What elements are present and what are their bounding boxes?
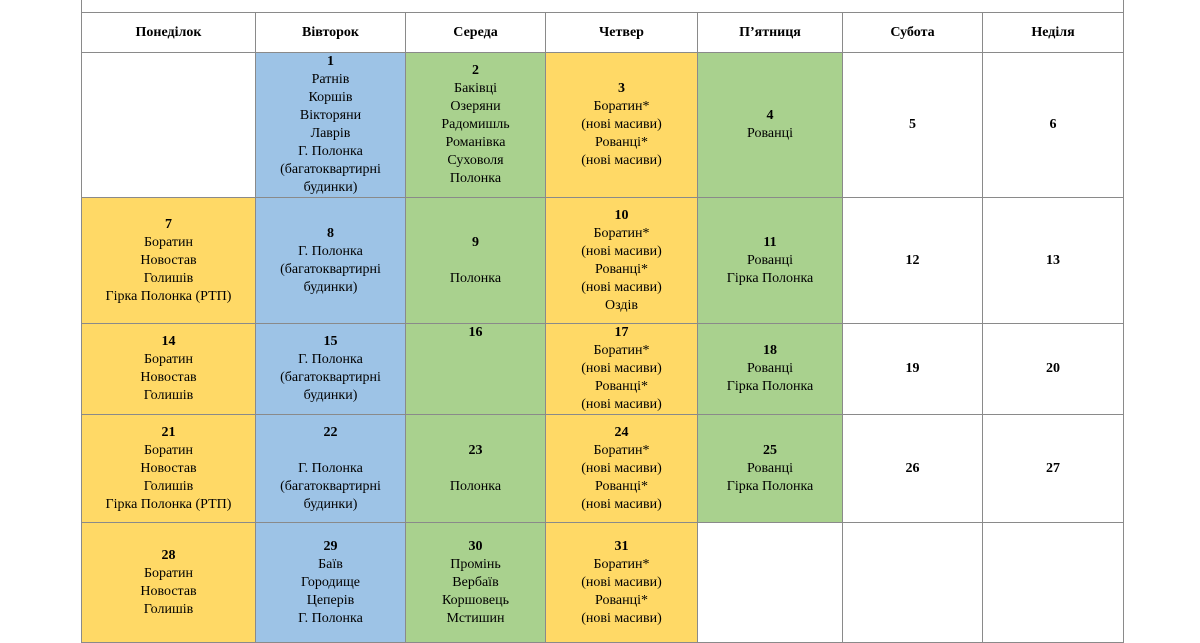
location-line: Гірка Полонка — [726, 478, 814, 494]
header-saturday: Субота — [843, 13, 983, 53]
day-cell — [256, 324, 406, 415]
day-number: 5 — [909, 117, 916, 132]
day-number: 2 — [472, 63, 479, 78]
location-line: Полонка — [449, 171, 502, 186]
location-line: Полонка — [449, 270, 502, 286]
day-number: 7 — [165, 216, 172, 232]
location-line: Г. Полонка — [298, 460, 363, 476]
location-line: (нові масиви) — [581, 153, 662, 168]
day-cell — [843, 53, 983, 198]
location-line: Промінь — [450, 556, 501, 572]
day-cell — [983, 53, 1124, 198]
location-line: Гірка Полонка (РТП) — [105, 288, 232, 304]
location-line: (багатоквартирні — [280, 370, 381, 385]
location-line: Лаврів — [310, 126, 351, 141]
location-line: (нові масиви) — [581, 610, 662, 626]
location-line: Боратин — [144, 234, 193, 250]
header-tuesday: Вівторок — [256, 13, 406, 53]
location-line: (нові масиви) — [581, 460, 662, 476]
location-line: Г. Полонка — [298, 144, 363, 159]
location-line: Рованці* — [595, 379, 648, 394]
schedule-calendar — [81, 12, 1124, 643]
location-line: (нові масиви) — [581, 243, 662, 259]
location-line: Боратин* — [593, 99, 650, 114]
day-number: 6 — [1049, 117, 1057, 132]
location-line: (нові масиви) — [581, 496, 662, 512]
location-line: Баїв — [318, 556, 343, 572]
location-line: Радомишль — [441, 117, 510, 132]
day-cell — [698, 523, 843, 643]
location-line: Новостав — [140, 252, 197, 268]
day-number: 19 — [905, 361, 920, 376]
day-number: 22 — [323, 424, 338, 440]
week-row — [82, 415, 1124, 523]
location-line: Г. Полонка — [298, 352, 363, 367]
day-cell — [698, 198, 843, 324]
location-line: Озеряни — [450, 99, 501, 114]
week-row — [82, 198, 1124, 324]
day-cell — [82, 415, 256, 523]
location-line: Гірка Полонка (РТП) — [105, 496, 232, 512]
location-line: (нові масиви) — [581, 397, 662, 412]
day-cell — [698, 415, 843, 523]
day-cell — [256, 53, 406, 198]
day-cell — [546, 415, 698, 523]
spacer — [406, 252, 545, 270]
location-line: Коршовець — [441, 592, 510, 608]
location-line: Боратин* — [593, 225, 650, 241]
day-cell — [843, 415, 983, 523]
location-line: Гірка Полонка — [726, 270, 814, 286]
location-line: Романівка — [445, 135, 506, 150]
location-line: Голишів — [143, 478, 194, 494]
location-line: Гірка Полонка — [726, 379, 814, 394]
location-line: будинки) — [303, 180, 358, 195]
day-number: 18 — [763, 343, 777, 358]
spacer — [406, 460, 545, 478]
day-cell — [406, 198, 546, 324]
day-cell — [546, 198, 698, 324]
day-number: 31 — [614, 538, 629, 554]
day-number: 4 — [766, 108, 774, 123]
location-line: (нові масиви) — [581, 117, 662, 132]
location-line: Рованці — [747, 460, 793, 476]
location-line: Полонка — [449, 478, 502, 494]
day-number: 24 — [614, 424, 629, 440]
day-cell — [406, 415, 546, 523]
location-line: Боратин* — [593, 442, 650, 458]
weekday-header-row — [82, 13, 1124, 53]
day-cell — [546, 53, 698, 198]
location-line: Голишів — [143, 601, 194, 617]
day-number: 9 — [472, 234, 479, 250]
day-cell — [406, 523, 546, 643]
day-number: 30 — [468, 538, 483, 554]
location-line: Мстишин — [446, 610, 505, 626]
location-line: Голишів — [143, 388, 194, 403]
location-line: (нові масиви) — [581, 361, 662, 376]
day-cell — [983, 324, 1124, 415]
location-line: будинки) — [303, 388, 358, 403]
week-row — [82, 324, 1124, 415]
location-line: Ратнів — [311, 72, 350, 87]
location-line: будинки) — [303, 496, 358, 512]
calendar-body — [82, 53, 1124, 643]
location-line: Боратин* — [593, 556, 650, 572]
header-friday: П’ятниця — [698, 13, 843, 53]
day-number: 20 — [1046, 361, 1060, 376]
day-cell — [843, 324, 983, 415]
day-cell — [82, 523, 256, 643]
location-line: Оздів — [604, 297, 638, 313]
day-cell — [843, 523, 983, 643]
location-line: Рованці* — [595, 592, 648, 608]
day-cell — [698, 53, 843, 198]
day-number: 23 — [468, 442, 483, 458]
day-number: 14 — [161, 334, 176, 349]
location-line: Г. Полонка — [298, 243, 363, 259]
location-line: Рованці* — [595, 478, 648, 494]
day-number: 11 — [763, 234, 777, 250]
location-line: Боратин* — [593, 343, 650, 358]
header-monday: Понеділок — [82, 13, 256, 53]
location-line: Боратин — [144, 565, 193, 581]
location-line: Рованці* — [595, 261, 648, 277]
day-cell — [546, 523, 698, 643]
location-line: Цеперів — [306, 592, 355, 608]
day-cell — [82, 198, 256, 324]
week-row — [82, 53, 1124, 198]
day-number: 1 — [327, 54, 334, 69]
header-thursday: Четвер — [546, 13, 698, 53]
location-line: Новостав — [140, 370, 197, 385]
location-line: Боратин — [144, 352, 193, 367]
day-number: 26 — [905, 460, 920, 476]
day-number: 10 — [614, 207, 629, 223]
location-line: Боратин — [144, 442, 193, 458]
location-line: Новостав — [140, 583, 197, 599]
day-number: 15 — [323, 334, 338, 349]
day-cell — [406, 324, 546, 415]
day-number: 3 — [618, 81, 625, 96]
day-cell — [256, 198, 406, 324]
day-cell — [983, 523, 1124, 643]
location-line: (багатоквартирні — [280, 261, 381, 277]
location-line: Вербаїв — [452, 574, 499, 590]
week-row — [82, 523, 1124, 643]
location-line: (нові масиви) — [581, 574, 662, 590]
day-cell — [406, 53, 546, 198]
location-line: Г. Полонка — [298, 610, 363, 626]
location-line: (нові масиви) — [581, 279, 662, 295]
day-number: 28 — [161, 547, 176, 563]
day-cell — [256, 523, 406, 643]
day-number: 21 — [161, 424, 176, 440]
day-cell — [546, 324, 698, 415]
location-line: Голишів — [143, 270, 194, 286]
day-number: 17 — [614, 325, 629, 340]
location-line: будинки) — [303, 279, 358, 295]
day-number: 13 — [1046, 252, 1060, 268]
location-line: Коршів — [308, 90, 353, 105]
location-line: Баківці — [454, 81, 497, 96]
day-cell — [698, 324, 843, 415]
day-cell — [983, 415, 1124, 523]
location-line: Рованці — [747, 361, 793, 376]
day-number: 16 — [468, 325, 483, 340]
location-line: (багатоквартирні — [280, 162, 381, 177]
day-cell — [82, 324, 256, 415]
header-wednesday: Середа — [406, 13, 546, 53]
location-line: Рованці — [747, 126, 793, 141]
location-line: Суховоля — [447, 153, 504, 168]
location-line: Городище — [300, 574, 361, 590]
header-sunday: Неділя — [983, 13, 1124, 53]
location-line: Новостав — [140, 460, 197, 476]
spacer — [256, 442, 405, 460]
location-line: Вікторяни — [299, 108, 362, 123]
day-cell — [983, 198, 1124, 324]
day-cell — [843, 198, 983, 324]
day-number: 29 — [323, 538, 338, 554]
location-line: (багатоквартирні — [280, 478, 381, 494]
day-cell — [82, 53, 256, 198]
day-number: 12 — [905, 252, 920, 268]
day-cell — [256, 415, 406, 523]
location-line: Рованці — [747, 252, 793, 268]
day-number: 27 — [1046, 460, 1060, 476]
day-number: 8 — [327, 225, 334, 241]
day-number: 25 — [763, 442, 777, 458]
location-line: Рованці* — [595, 135, 648, 150]
